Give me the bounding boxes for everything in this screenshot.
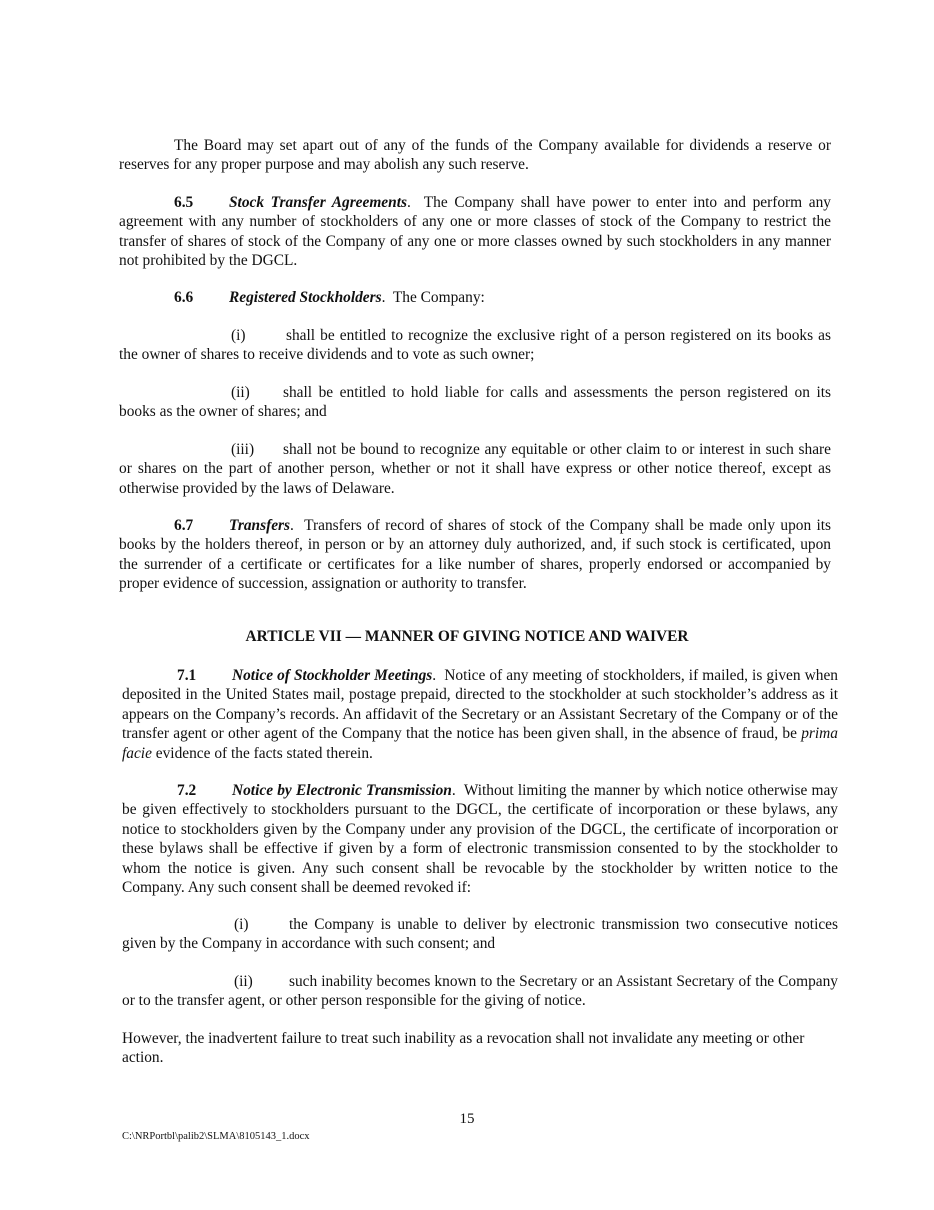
item-roman: (iii) bbox=[231, 441, 255, 458]
closing-paragraph: However, the inadvertent failure to treat such inability as a revocation shall not invalidate any meeting or other action. bbox=[122, 1030, 805, 1067]
section-text-end: evidence of the facts stated therein. bbox=[155, 744, 373, 762]
section-caption: Transfers bbox=[229, 517, 290, 534]
section-text: Transfers of record of shares of stock of the Company shall be made only upon its books by the holders thereof, in person or by an attorney duly authorized, and, if such stock is certificated, upon the surrender of a certificate or certificates for a like number of shares, properly endorsed or accompanied by proper evidence of succession, assignation or authority to transfer. bbox=[119, 517, 831, 593]
item-roman: (ii) bbox=[231, 384, 250, 401]
section-caption: Notice of Stockholder Meetings bbox=[232, 667, 433, 684]
page-number: 15 bbox=[459, 1111, 475, 1127]
item-text: shall be entitled to hold liable for calls and assessments the person registered on its books as the owner of shares; and bbox=[119, 384, 831, 421]
section-7-2: 7.2 Notice by Electronic Transmission. Without limiting the manner by which notice otherwise may be given effectively to stockholders pursuant to the DGCL, the certificate of incorporation or these bylaws, any notice to stockholders given by the Company under any provision of the DGCL, the certificate of incorporation or these bylaws shall be effective if given by a form of electronic transmission consented to by the stockholder to whom the notice is given. Any such consent shall be revocable by the stockholder by written notice to the Company. Any such consent shall be deemed revoked if: bbox=[122, 782, 838, 897]
item-text: shall not be bound to recognize any equitable or other claim to or interest in such share or shares on the part of another person, whether or not it shall have express or other notice thereof, except as otherwise provided by the laws of Delaware. bbox=[119, 441, 831, 497]
item-text: such inability becomes known to the Secretary or an Assistant Secretary of the Company or to the transfer agent, or other person responsible for the giving of notice. bbox=[122, 973, 838, 1010]
section-number: 6.7 bbox=[174, 517, 194, 534]
list-item bbox=[119, 383, 831, 422]
section-text: Notice of any meeting of stockholders, if mailed, is given when deposited in the United States mail, postage prepaid, directed to the stockholder at such stockholder’s address as it appears on the Company’s records. An affidavit of the Secretary or an Assistant Secretary of the Company or of the transfer agent or other agent of the Company that the notice has been given shall, in the absence of fraud, be bbox=[122, 667, 838, 743]
section-number: 7.1 bbox=[177, 667, 197, 684]
article-heading: ARTICLE VII — MANNER OF GIVING NOTICE AND WAIVER bbox=[245, 628, 689, 645]
item-roman: (i) bbox=[234, 916, 249, 933]
section-text: The Company: bbox=[392, 289, 485, 306]
section-6-5: 6.5 Stock Transfer Agreements. The Company shall have power to enter into and perform any agreement with any number of stockholders of any one or more classes of stock of the Company to restrict the transfer of shares of stock of the Company of any one or more classes owned by such stockholders in any manner not prohibited by the DGCL. bbox=[119, 194, 831, 270]
paragraph-reserve bbox=[119, 136, 831, 175]
section-italic-term: prima facie bbox=[122, 725, 838, 762]
item-roman: (i) bbox=[231, 327, 246, 344]
list-item bbox=[119, 326, 831, 365]
footer-file-path: C:\NRPortbl\palib2\SLMA\8105143_1.docx bbox=[122, 1131, 310, 1142]
section-caption: Stock Transfer Agreements bbox=[229, 194, 407, 211]
item-roman: (ii) bbox=[234, 973, 253, 990]
list-item bbox=[119, 440, 831, 498]
list-item bbox=[122, 972, 838, 1011]
section-caption: Registered Stockholders bbox=[229, 289, 382, 306]
item-text: shall be entitled to recognize the exclusive right of a person registered on its books as the owner of shares to receive dividends and to vote as such owner; bbox=[119, 327, 831, 364]
section-number: 7.2 bbox=[177, 782, 197, 799]
section-text: Without limiting the manner by which notice otherwise may be given effectively to stockholders pursuant to the DGCL, the certificate of incorporation or these bylaws, any notice to stockholders given by the Company under any provision of the DGCL, the certificate of incorporation or these bylaws shall be effective if given by a form of electronic transmission consented to by the stockholder to whom the notice is given. Any such consent shall be revocable by the stockholder by written notice to the Company. Any such consent shall be deemed revoked if: bbox=[122, 782, 838, 897]
section-6-7: 6.7 Transfers. Transfers of record of shares of stock of the Company shall be made only upon its books by the holders thereof, in person or by an attorney duly authorized, and, if such stock is certificated, upon the surrender of a certificate or certificates for a like number of shares, properly endorsed or accompanied by proper evidence of succession, assignation or authority to transfer. bbox=[119, 517, 831, 593]
section-7-1: 7.1 Notice of Stockholder Meetings. Notice of any meeting of stockholders, if mailed, is given when deposited in the United States mail, postage prepaid, directed to the stockholder at such stockholder’s address as it appears on the Company’s records. An affidavit of the Secretary or an Assistant Secretary of the Company or of the transfer agent or other agent of the Company that the notice has been given shall, in the absence of fraud, be prima facie evidence of the facts stated therein. bbox=[122, 667, 838, 762]
section-text: The Company shall have power to enter into and perform any agreement with any number of stockholders of any one or more classes of stock of the Company to restrict the transfer of shares of stock of the Company of any one or more classes owned by such stockholders in any manner not prohibited by the DGCL. bbox=[119, 194, 831, 270]
list-item bbox=[122, 915, 838, 954]
section-6-6: 6.6 Registered Stockholders. The Company: bbox=[174, 289, 485, 306]
reserve-text: The Board may set apart out of any of the funds of the Company available for dividends a reserve or reserves for any proper purpose and may abolish any such reserve. bbox=[119, 137, 831, 174]
section-number: 6.5 bbox=[174, 194, 194, 211]
section-caption: Notice by Electronic Transmission bbox=[232, 782, 452, 799]
item-text: the Company is unable to deliver by electronic transmission two consecutive notices given by the Company in accordance with such consent; and bbox=[122, 916, 838, 953]
section-number: 6.6 bbox=[174, 289, 194, 306]
